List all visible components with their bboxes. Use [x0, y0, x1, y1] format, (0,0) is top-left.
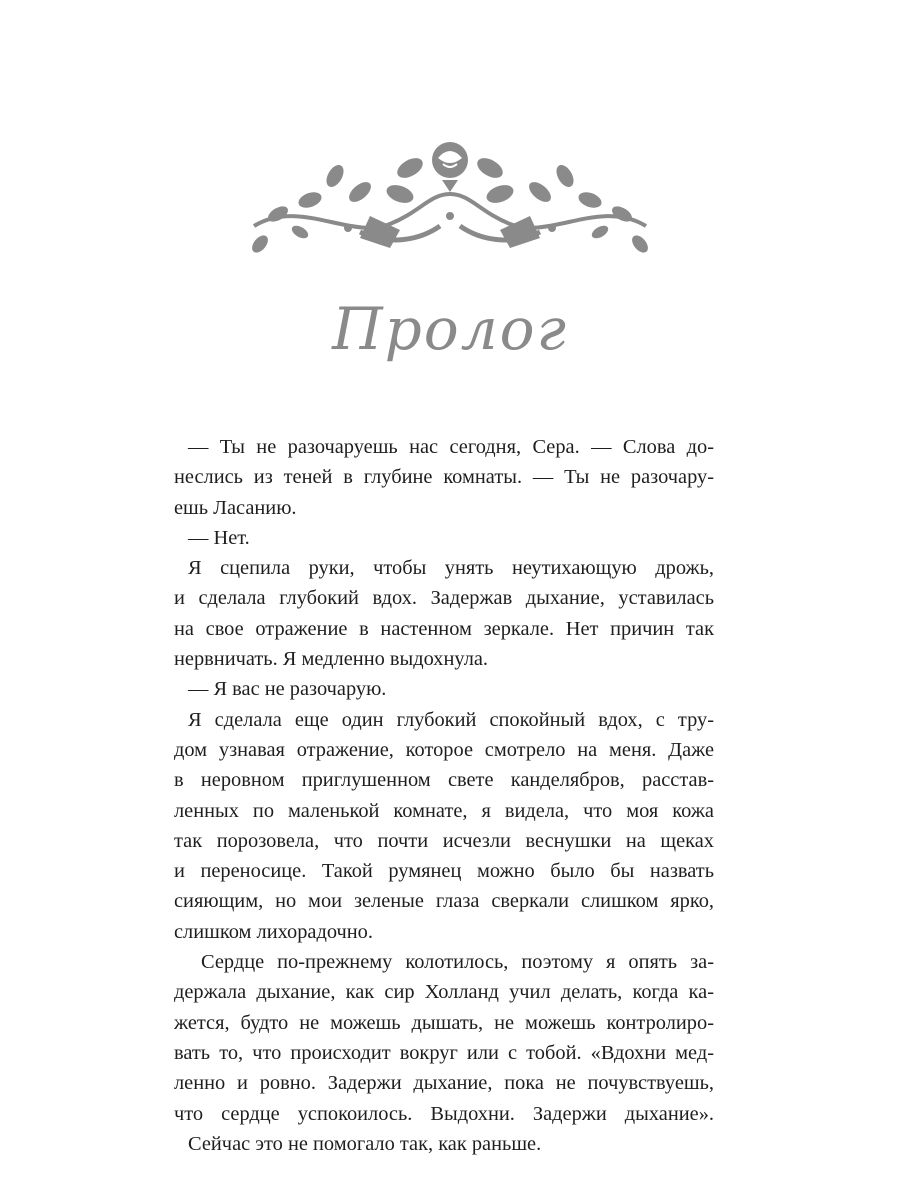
text-line: нервничать. Я медленно выдохнула. [174, 648, 489, 671]
text-line: вать то, что происходит вокруг или с тобой. «Вдохни мед- [174, 1041, 714, 1064]
text-line: Сердце по-прежнему колотилось, поэтому я опять за- [188, 951, 714, 974]
text-line: на свое отражение в настенном зеркале. Нет причин так [174, 617, 714, 640]
text-line: ешь Ласанию. [174, 496, 297, 519]
text-line: жется, будто не можешь дышать, не можешь контролиро- [174, 1011, 714, 1034]
chapter-body [174, 432, 714, 1159]
text-line: так порозовела, что почти исчезли веснушки на щеках [174, 829, 714, 852]
text-line: и сделала глубокий вдох. Задержав дыхание, уставилась [174, 587, 714, 610]
chapter-title: Пролог [332, 295, 568, 363]
text-line: Я сделала еще один глубокий спокойный вдох, с тру- [188, 708, 714, 731]
text-line: держала дыхание, как сир Холланд учил делать, когда ка- [174, 981, 714, 1004]
text-line: Сейчас это не помогало так, как раньше. [188, 1132, 542, 1155]
text-line: — Нет. [188, 526, 250, 549]
text-line: ленно и ровно. Задержи дыхание, пока не почувствуешь, [174, 1072, 714, 1095]
text-line: слишком лихорадочно. [174, 920, 373, 943]
text-line: — Я вас не разочарую. [188, 678, 387, 701]
text-line: что сердце успокоилось. Выдохни. Задержи дыхание». [174, 1102, 714, 1125]
text-line: и переносице. Такой румянец можно было бы назвать [174, 860, 714, 883]
text-line: ленных по маленькой комнате, я видела, что моя кожа [174, 799, 714, 822]
rose-ornament-icon [240, 128, 660, 260]
text-line: — Ты не разочаруешь нас сегодня, Сера. — Слова до- [188, 436, 714, 458]
text-line: дом узнавая отражение, которое смотрело на меня. Даже [174, 738, 714, 761]
text-line: неслись из теней в глубине комнаты. — Ты не разочару- [174, 466, 714, 489]
text-line: сияющим, но мои зеленые глаза сверкали слишком ярко, [174, 890, 714, 913]
text-line: в неровном приглушенном свете канделябров, расстав- [174, 769, 714, 792]
text-line: Я сцепила руки, чтобы унять неутихающую дрожь, [188, 557, 714, 580]
